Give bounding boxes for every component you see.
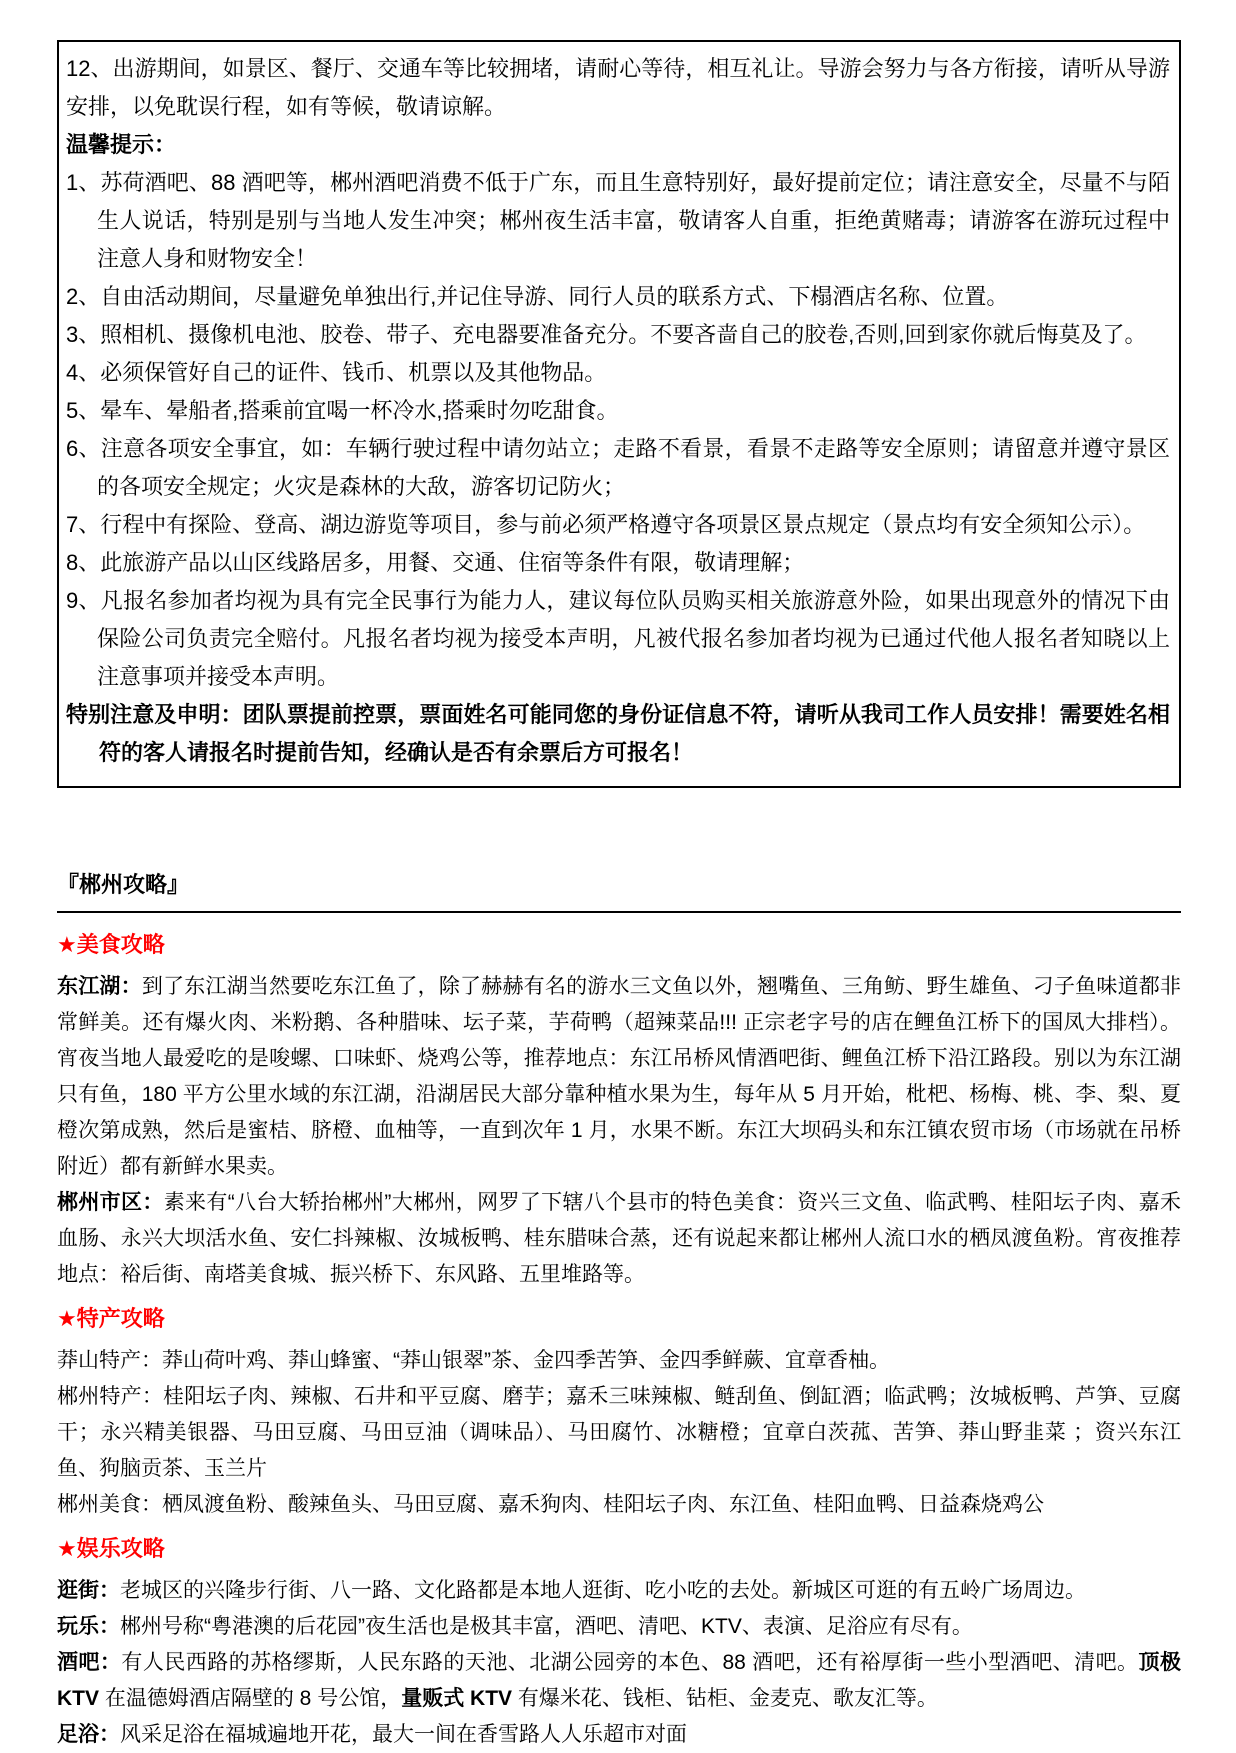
foot-bath-label: 足浴： bbox=[57, 1723, 120, 1746]
bar-volume-ktv-label: 量贩式 KTV bbox=[401, 1687, 518, 1710]
bar-top-ktv-label: 顶极 KTV bbox=[57, 1651, 1181, 1710]
chenzhou-city-text: 素来有“八台大轿抬郴州”大郴州，网罗了下辖八个县市的特色美食：资兴三文鱼、临武鸭、桂阳坛子肉、嘉禾血肠、永兴大坝活水鱼、安仁抖辣椒、汝城板鸭、桂东腊味合蒸，还有说起来都让郴州人流口水的栖凤渡鱼粉。宵夜推荐地点：裕后街、南塔美食城、振兴桥下、东风路、五里堆路等。 bbox=[57, 1191, 1182, 1286]
paragraph-fun bbox=[57, 1609, 1181, 1645]
bar-text-2: 在温德姆酒店隔壁的 8 号公馆， bbox=[104, 1687, 402, 1710]
tip-item-4: 4、必须保管好自己的证件、钱币、机票以及其他物品。 bbox=[66, 360, 607, 385]
tip-item-2: 2、自由活动期间，尽量避免单独出行,并记住导游、同行人员的联系方式、下榻酒店名称、位置。 bbox=[66, 284, 1009, 309]
special-notice: 特别注意及申明：团队票提前控票，票面姓名可能同您的身份证信息不符，请听从我司工作人员安排！需要姓名相符的客人请报名时提前告知，经确认是否有余票后方可报名！ bbox=[66, 702, 1170, 765]
tip-item-7: 7、行程中有探险、登高、湖边游览等项目，参与前必须严格遵守各项景区景点规定（景点均有安全须知公示）。 bbox=[66, 512, 1146, 537]
paragraph-chenzhou-specialty: 郴州特产：桂阳坛子肉、辣椒、石井和平豆腐、磨芋；嘉禾三味辣椒、鲢刮鱼、倒缸酒；临武鸭；汝城板鸭、芦笋、豆腐干；永兴精美银器、马田豆腐、马田豆油（调味品）、马田腐竹、冰糖橙；宜章白茨菰、苦笋、莽山野韭菜 ；资兴东江鱼、狗脑贡茶、玉兰片 bbox=[57, 1385, 1181, 1480]
dongjiang-lake-label: 东江湖： bbox=[57, 975, 142, 998]
tips-title: 温馨提示： bbox=[66, 132, 177, 157]
paragraph-bar bbox=[57, 1645, 1181, 1717]
tip-item-3: 3、照相机、摄像机电池、胶卷、带子、充电器要准备充分。不要吝啬自己的胶卷,否则,回到家你就后悔莫及了。 bbox=[66, 322, 1147, 347]
bar-text-1: 有人民西路的苏格缪斯，人民东路的天池、北湖公园旁的本色、88 酒吧，还有裕厚街一些小型酒吧、清吧。 bbox=[121, 1651, 1139, 1674]
chenzhou-city-label: 郴州市区： bbox=[57, 1191, 164, 1214]
shopping-text: 老城区的兴隆步行街、八一路、文化路都是本地人逛街、吃小吃的去处。新城区可逛的有五岭广场周边。 bbox=[120, 1579, 1086, 1602]
guide-title: 『郴州攻略』 bbox=[57, 872, 190, 897]
paragraph-chenzhou-city bbox=[57, 1185, 1181, 1293]
paragraph-shopping bbox=[57, 1573, 1181, 1609]
section-heading-entertainment: ★娱乐攻略 bbox=[57, 1536, 165, 1561]
guide-title-rule bbox=[57, 868, 1181, 913]
section-heading-food: ★美食攻略 bbox=[57, 932, 165, 957]
chenzhou-guide bbox=[57, 868, 1181, 1753]
tip-item-5: 5、晕车、晕船者,搭乘前宜喝一杯冷水,搭乘时勿吃甜食。 bbox=[66, 398, 619, 423]
tip-item-9: 9、凡报名参加者均视为具有完全民事行为能力人，建议每位队员购买相关旅游意外险，如果出现意外的情况下由保险公司负责完全赔付。凡报名者均视为接受本声明，凡被代报名参加者均视为已通过代他人报名者知晓以上注意事项并接受本声明。 bbox=[66, 588, 1170, 689]
shopping-label: 逛街： bbox=[57, 1579, 120, 1602]
bar-text-3: 有爆米花、钱柜、钻柜、金麦克、歌友汇等。 bbox=[517, 1687, 938, 1710]
foot-bath-text: 风采足浴在福城遍地开花，最大一间在香雪路人人乐超市对面 bbox=[120, 1723, 687, 1746]
notice-item-12: 12、出游期间，如景区、餐厅、交通车等比较拥堵，请耐心等待，相互礼让。导游会努力与各方衔接，请听从导游安排，以免耽误行程，如有等候，敬请谅解。 bbox=[66, 56, 1170, 119]
section-heading-specialty: ★特产攻略 bbox=[57, 1306, 165, 1331]
paragraph-chenzhou-food-list: 郴州美食：栖凤渡鱼粉、酸辣鱼头、马田豆腐、嘉禾狗肉、桂阳坛子肉、东江鱼、桂阳血鸭、日益森烧鸡公 bbox=[57, 1493, 1044, 1516]
paragraph-dongjiang-lake bbox=[57, 969, 1181, 1185]
notice-box bbox=[57, 40, 1181, 788]
bar-label: 酒吧： bbox=[57, 1651, 122, 1674]
tip-item-8: 8、此旅游产品以山区线路居多，用餐、交通、住宿等条件有限，敬请理解； bbox=[66, 550, 805, 575]
paragraph-mangshan-specialty: 莽山特产：莽山荷叶鸡、莽山蜂蜜、“莽山银翠”茶、金四季苦笋、金四季鲜蕨、宜章香柚。 bbox=[57, 1349, 890, 1372]
fun-label: 玩乐： bbox=[57, 1615, 120, 1638]
dongjiang-lake-text: 到了东江湖当然要吃东江鱼了，除了赫赫有名的游水三文鱼以外，翘嘴鱼、三角鲂、野生雄鱼、刁子鱼味道都非常鲜美。还有爆火肉、米粉鹅、各种腊味、坛子菜，芋荷鸭（超辣菜品!!! 正宗老字号的店在鲤鱼江桥下的国凤大排档）。宵夜当地人最爱吃的是唆螺、口味虾、烧鸡公等，推荐地点：东江吊桥风情酒吧街、鲤鱼江桥下沿江路段。别以为东江湖只有鱼，180 平方公里水域的东江湖，沿湖居民大部分靠种植水果为生，每年从 5 月开始，枇杷、杨梅、桃、李、梨、夏橙次第成熟，然后是蜜桔、脐橙、血柚等，一直到次年 1 月，水果不断。东江大坝码头和东江镇农贸市场（市场就在吊桥附近）都有新鲜水果卖。 bbox=[57, 975, 1182, 1178]
fun-text: 郴州号称“粤港澳的后花园”夜生活也是极其丰富，酒吧、清吧、KTV、表演、足浴应有尽有。 bbox=[120, 1615, 973, 1638]
tip-item-6: 6、注意各项安全事宜，如：车辆行驶过程中请勿站立；走路不看景，看景不走路等安全原则；请留意并遵守景区的各项安全规定；火灾是森林的大敌，游客切记防火； bbox=[66, 436, 1170, 499]
paragraph-foot-bath bbox=[57, 1717, 1181, 1753]
tip-item-1: 1、苏荷酒吧、88 酒吧等，郴州酒吧消费不低于广东，而且生意特别好，最好提前定位；请注意安全，尽量不与陌生人说话，特别是别与当地人发生冲突；郴州夜生活丰富，敬请客人自重，拒绝黄赌毒；请游客在游玩过程中注意人身和财物安全！ bbox=[66, 170, 1170, 271]
